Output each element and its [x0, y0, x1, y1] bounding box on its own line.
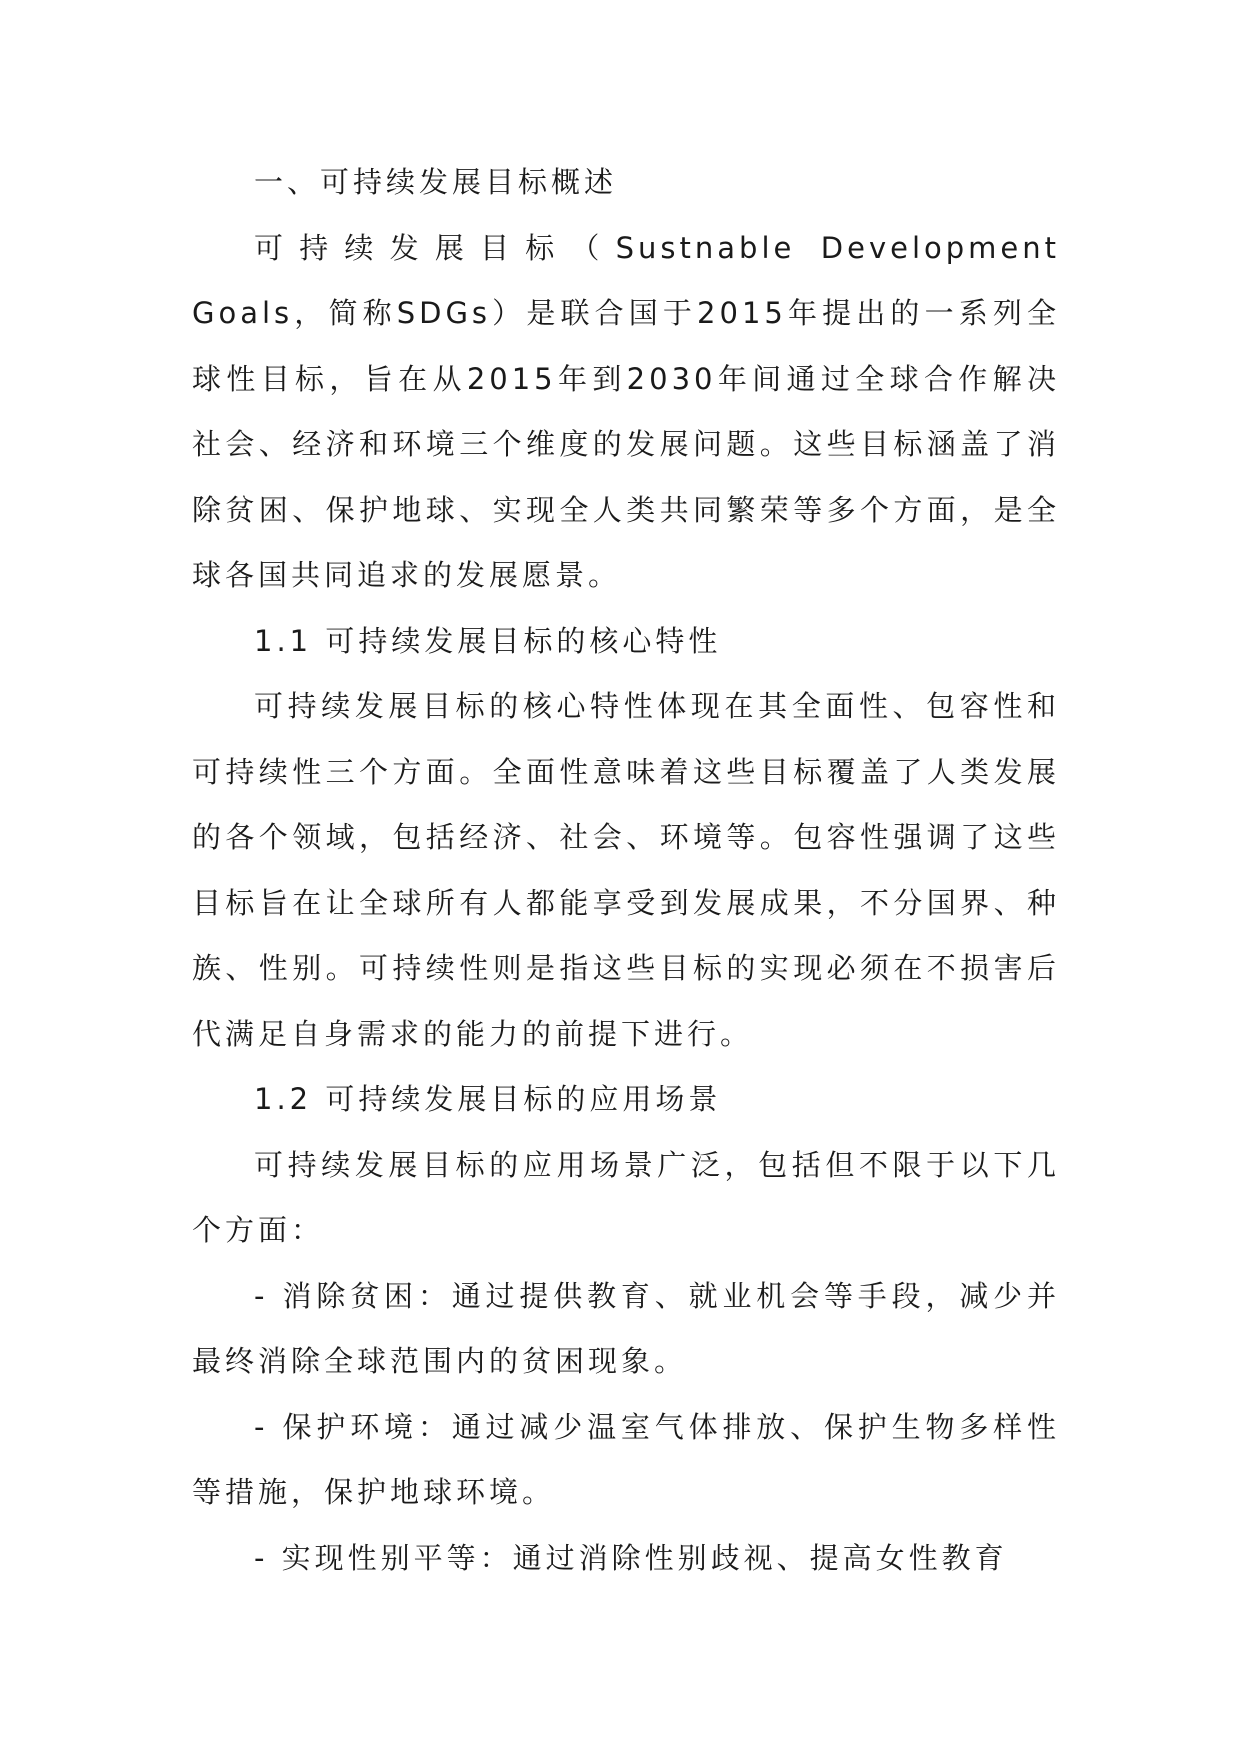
- bullet-gender-equality: - 实现性别平等：通过消除性别歧视、提高女性教育: [254, 1540, 1008, 1575]
- subheading-core-characteristics: 1.1 可持续发展目标的核心特性: [254, 623, 722, 658]
- paragraph-application-scenarios: 可持续发展目标的应用场景广泛，包括但不限于以下几个方面：: [192, 1147, 1060, 1247]
- subheading-application-scenarios: 1.2 可持续发展目标的应用场景: [254, 1082, 722, 1116]
- bullet-eliminate-poverty: - 消除贫困：通过提供教育、就业机会等手段，减少并最终消除全球范围内的贫困现象。: [192, 1278, 1060, 1378]
- bullet-protect-environment: - 保护环境：通过减少温室气体排放、保护生物多样性等措施，保护地球环境。: [192, 1409, 1060, 1509]
- document-body: [192, 150, 1060, 1591]
- paragraph-core-characteristics: 可持续发展目标的核心特性体现在其全面性、包容性和可持续性三个方面。全面性意味着这些目标覆盖了人类发展的各个领域，包括经济、社会、环境等。包容性强调了这些目标旨在让全球所有人都能享受到发展成果，不分国界、种族、性别。可持续性则是指这些目标的实现必须在不损害后代满足自身需求的能力的前提下进行。: [192, 689, 1060, 1051]
- section-heading: 一、可持续发展目标概述: [254, 165, 618, 199]
- intro-paragraph: 可持续发展目标（Sustnable Development Goals，简称SDGs）是联合国于2015年提出的一系列全球性目标，旨在从2015年到2030年间通过全球合作解决社会、经济和环境三个维度的发展问题。这些目标涵盖了消除贫困、保护地球、实现全人类共同繁荣等多个方面，是全球各国共同追求的发展愿景。: [192, 230, 1060, 592]
